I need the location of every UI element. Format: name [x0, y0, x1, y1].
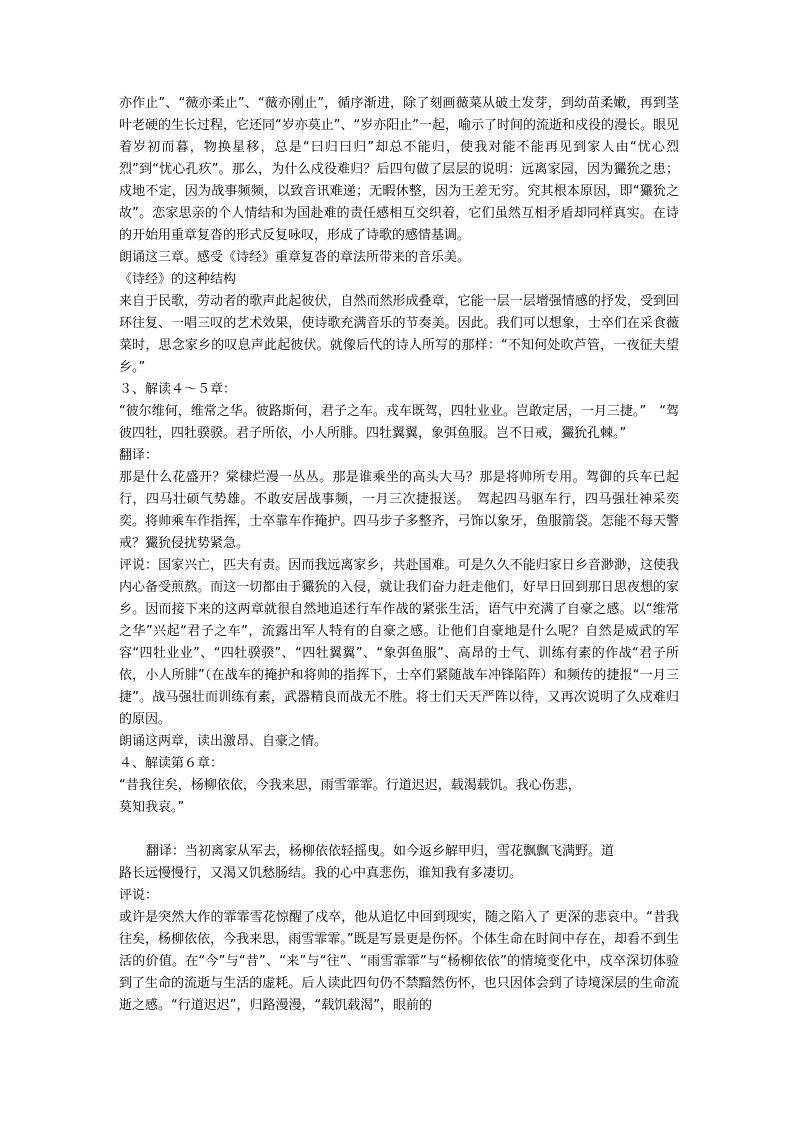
label-commentary: 评说： — [119, 888, 159, 903]
paragraph: 《诗经》的这种结构 — [119, 272, 237, 287]
paragraph: 朗诵这两章，读出激昂、自豪之情。 — [119, 734, 328, 749]
paragraph: 或许是突然大作的霏霏雪花惊醒了戍卒，他从追忆中回到现实，随之陷入了 更深的悲哀中。“昔我往矣，杨柳依依，今我来思，雨雪霏霏。”既是写景更是伤怀。个体生命在时间中存在，却看不到生活的价值。在“今”与“昔”、“来”与“往”、“雨雪霏霏”与“杨柳依依”的情境变化中，戍卒深切体验到了生命的流逝与生活的虚耗。后人读此四句仍不禁黯然伤怀，也只因体会到了诗境深层的生命流逝之感。“行道迟迟”，归路漫漫，“载饥载渴”，眼前的 — [119, 910, 679, 1013]
paragraph: 朗诵这三章。感受《诗经》重章复沓的章法所带来的音乐美。 — [119, 250, 471, 265]
section-heading: ４、解读第６章： — [119, 756, 224, 771]
poem-quote: “昔我往矣，杨柳依依，今我来思，雨雪霏霏。行道迟迟，载渴载饥。我心伤悲， — [119, 778, 581, 793]
poem-quote-continued: 莫知我哀。” — [119, 800, 185, 815]
paragraph: 路长远慢慢行，又渴又饥愁肠结。我的心中真悲伤，谁知我有多凄切。 — [119, 866, 523, 881]
paragraph: 评说：国家兴亡，匹夫有责。因而我远离家乡，共赴国难。可是久久不能归家日乡音渺渺，这使我内心备受煎熬。而这一切都由于玁狁的入侵，就让我们奋力赶走他们，好早日回到那日思夜想的家乡。因而接下来的这两章就很自然地追述行车作战的紧张生活，语气中充满了自豪之感。以“维常之华”兴起“君子之车”，流露出军人特有的自豪之感。让他们自豪地是什么呢？自然是威武的军容“四牡业业”、“四牡骙骙”、“四牡翼翼”、“象弭鱼服”、高昂的士气、训练有素的作战“君子所依，小人所腓”（在战车的掩护和将帅的指挥下，士卒们紧随战车冲锋陷阵）和频传的捷报“一月三捷”。战马强壮而训练有素，武器精良而战无不胜。将士们天天严阵以待，又再次说明了久戍难归的原因。 — [119, 558, 679, 727]
section-heading: ３、解读４～５章： — [119, 382, 237, 397]
document-body — [119, 93, 679, 1017]
poem-quote: “彼尔维何，维常之华。彼路斯何，君子之车。戎车既驾，四牡业业。岂敢定居，一月三捷。” “驾彼四牡，四牡骙骙。君子所依，小人所腓。四牡翼翼，象弭鱼服。岂不日戒，玁狁孔棘。” — [119, 404, 679, 441]
paragraph: 亦作止”、“薇亦柔止”、“薇亦刚止”，循序渐进，除了刻画薇菜从破土发芽，到幼苗柔嫩，再到茎叶老硬的生长过程，它还同“岁亦莫止”、“岁亦阳止”一起，喻示了时间的流逝和戍役的漫长。眼见着岁初而暮，物换星移，总是“曰归曰归”却总不能归，使我对能不能再见到家人由“忧心烈烈”到“忧心孔疚”。那么，为什么戍役难归？后四句做了层层的说明：远离家园，因为玁狁之患；戍地不定，因为战事频频，以致音讯难递；无暇休整，因为王差无穷。究其根本原因，即“玁狁之故”。恋家思亲的个人情结和为国赴难的责任感相互交织着，它们虽然互相矛盾却同样真实。在诗的开始用重章复沓的形式反复咏叹，形成了诗歌的感情基调。 — [119, 96, 679, 243]
label-translation: 翻译： — [119, 448, 159, 463]
blank-line — [119, 819, 679, 841]
paragraph: 翻译：当初离家从军去，杨柳依依轻摇曳。如今返乡解甲归，雪花飘飘飞满野。道 — [133, 844, 615, 859]
paragraph: 来自于民歌，劳动者的歌声此起彼伏，自然而然形成叠章，它能一层一层增强情感的抒发，受到回环往复、一唱三叹的艺术效果，使诗歌充满音乐的节奏美。因此。我们可以想象，士卒们在采食薇菜时，思念家乡的叹息声此起彼伏。就像后代的诗人所写的那样：“不知何处吹芦管，一夜征夫望乡。” — [119, 294, 679, 375]
paragraph: 那是什么花盛开？棠棣烂漫一丛丛。那是谁乘坐的高头大马？那是将帅所专用。驾御的兵车已起行，四马壮硕气势雄。不敢安居战事频，一月三次捷报送。 驾起四马驱车行，四马强壮神采奕奕。将帅乘车作指挥，士卒靠车作掩护。四马步子多整齐，弓饰以象牙，鱼服箭袋。怎能不每天警戒？玁狁侵扰势紧急。 — [119, 470, 679, 551]
